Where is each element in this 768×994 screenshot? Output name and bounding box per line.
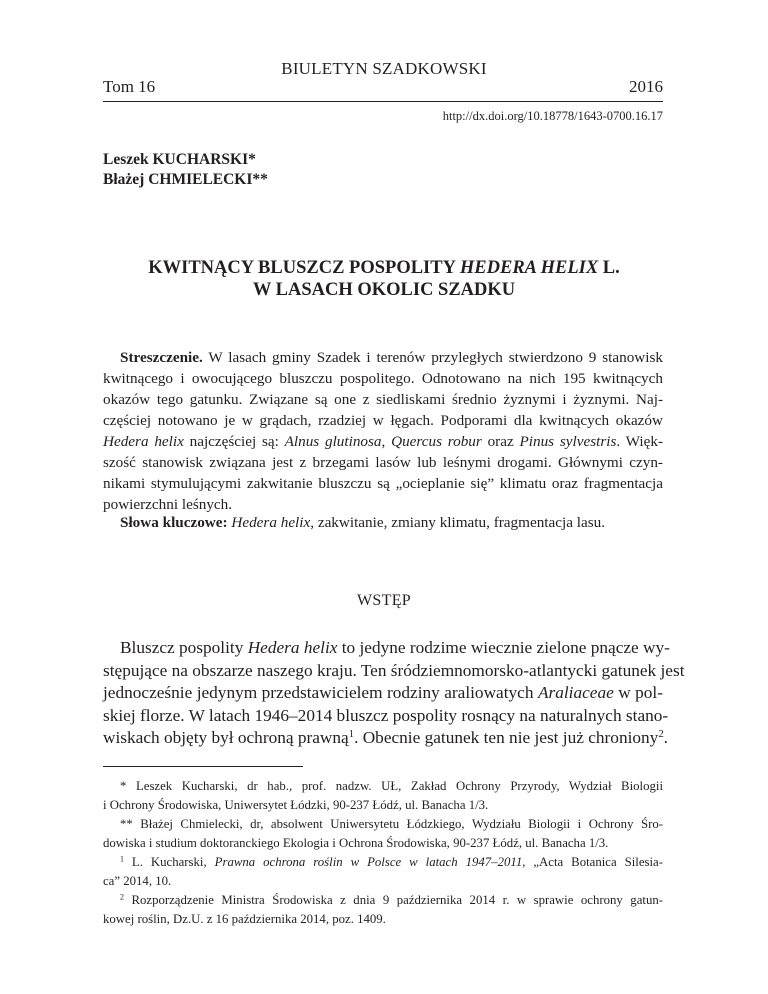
article-title-line-1: KWITNĄCY BLUSZCZ POSPOLITY HEDERA HELIX L. (148, 258, 620, 278)
footnote-ref-2[interactable]: 2 (658, 728, 664, 741)
footnote-1: $^1$ L. Kucharski, Prawna ochrona roślin w Polsce w latach 1947–2011, „Acta Botanica Silesia- (120, 854, 663, 869)
article-title-line-2: W LASACH OKOLIC SZADKU (252, 280, 516, 300)
abstract-label: Streszczenie. (120, 349, 203, 366)
doi-link[interactable]: http://dx.doi.org/10.18778/1643-0700.16.17 (442, 109, 663, 123)
abstract: Streszczenie. W lasach gminy Szadek i terenów przyległych stwierdzono 9 stanowisk kwitnącego i owocującego bluszczu pospolitego. Odnotowano na nich 195 kwitnących okazów tego gatunku. Związane są one z siedliskami średnio żyznymi i żyznymi. Naj- częściej notowano je w grądach, rzadziej w łęgach. Podporami dla kwitnących okazów Hedera helix najczęściej są: Alnus glutinosa, Quercus robur oraz Pinus sylvestris. Więk- szość stanowisk związana jest z brzegami lasów lub leśnymi drogami. Głównymi czyn- nikami stymulującymi zakwitanie bluszczu są „ocieplanie się” klimatu oraz fragmentacja powierzchni leśnych. (103, 349, 664, 513)
year-label: 2016 (629, 77, 663, 96)
footnotes: * Leszek Kucharski, dr hab., prof. nadzw. UŁ, Zakład Ochrony Przyrody, Wydział Biologii i Ochrony Środowiska, Uniwersytet Łódzki, 90-237 Łódź, ul. Banacha 1/3. ** Błażej Chmielecki, dr, absolwent Uniwersytetu Łódzkiego, Wydziału Biologii i Ochrony Śro- dowiska i studium doktoranckiego Ekologia i Ochrona Środowiska, 90-237 Łódź, ul. Banacha 1/3. $^1$ L. Kucharski, Prawna ochrona roślin w Polsce w latach 1947–2011, „Acta Botanica Silesia- ca” 2014, 10. $^2$ Rozporządzenie Ministra Środowiska z dnia 9 października 2014 r. w sprawie ochrony gatun- kowej roślin, Dz.U. z 16 października 2014, poz. 1409. (103, 779, 663, 926)
keywords: Słowa kluczowe: Hedera helix, zakwitanie, zmiany klimatu, fragmentacja lasu. (120, 514, 606, 531)
author-2: Błażej CHMIELECKI** (103, 171, 268, 188)
footnote-author-2: ** Błażej Chmielecki, dr, absolwent Uniwersytetu Łódzkiego, Wydziału Biologii i Ochrony Śro- (120, 817, 663, 831)
keywords-label: Słowa kluczowe: (120, 514, 228, 531)
header-rule (103, 101, 663, 102)
footnote-rule (103, 766, 303, 767)
body-paragraph: Bluszcz pospolity Hedera helix to jedyne rodzime wiecznie zielone pnącze wy- stępujące na obszarze naszego kraju. Ten śródziemnomorsko-atlantycki gatunek jest jednocześnie jedynym przedstawicielem rodziny araliowatych Araliaceae w pol- skiej florze. W latach 1946–2014 bluszcz pospolity rosnący na naturalnych stano- wiskach objęty był ochroną prawną$^1$. Obecnie gatunek ten nie jest już chroniony$^2$. (103, 638, 685, 747)
footnote-author-1: * Leszek Kucharski, dr hab., prof. nadzw. UŁ, Zakład Ochrony Przyrody, Wydział Biologii (120, 779, 663, 793)
author-1: Leszek KUCHARSKI* (103, 151, 256, 168)
section-heading: WSTĘP (357, 592, 411, 609)
footnote-2: $^2$ Rozporządzenie Ministra Środowiska z dnia 9 października 2014 r. w sprawie ochrony gatun- (120, 892, 663, 907)
footnote-ref-1[interactable]: 1 (348, 728, 355, 741)
journal-title: BIULETYN SZADKOWSKI (281, 59, 487, 78)
volume-label: Tom 16 (103, 77, 156, 96)
